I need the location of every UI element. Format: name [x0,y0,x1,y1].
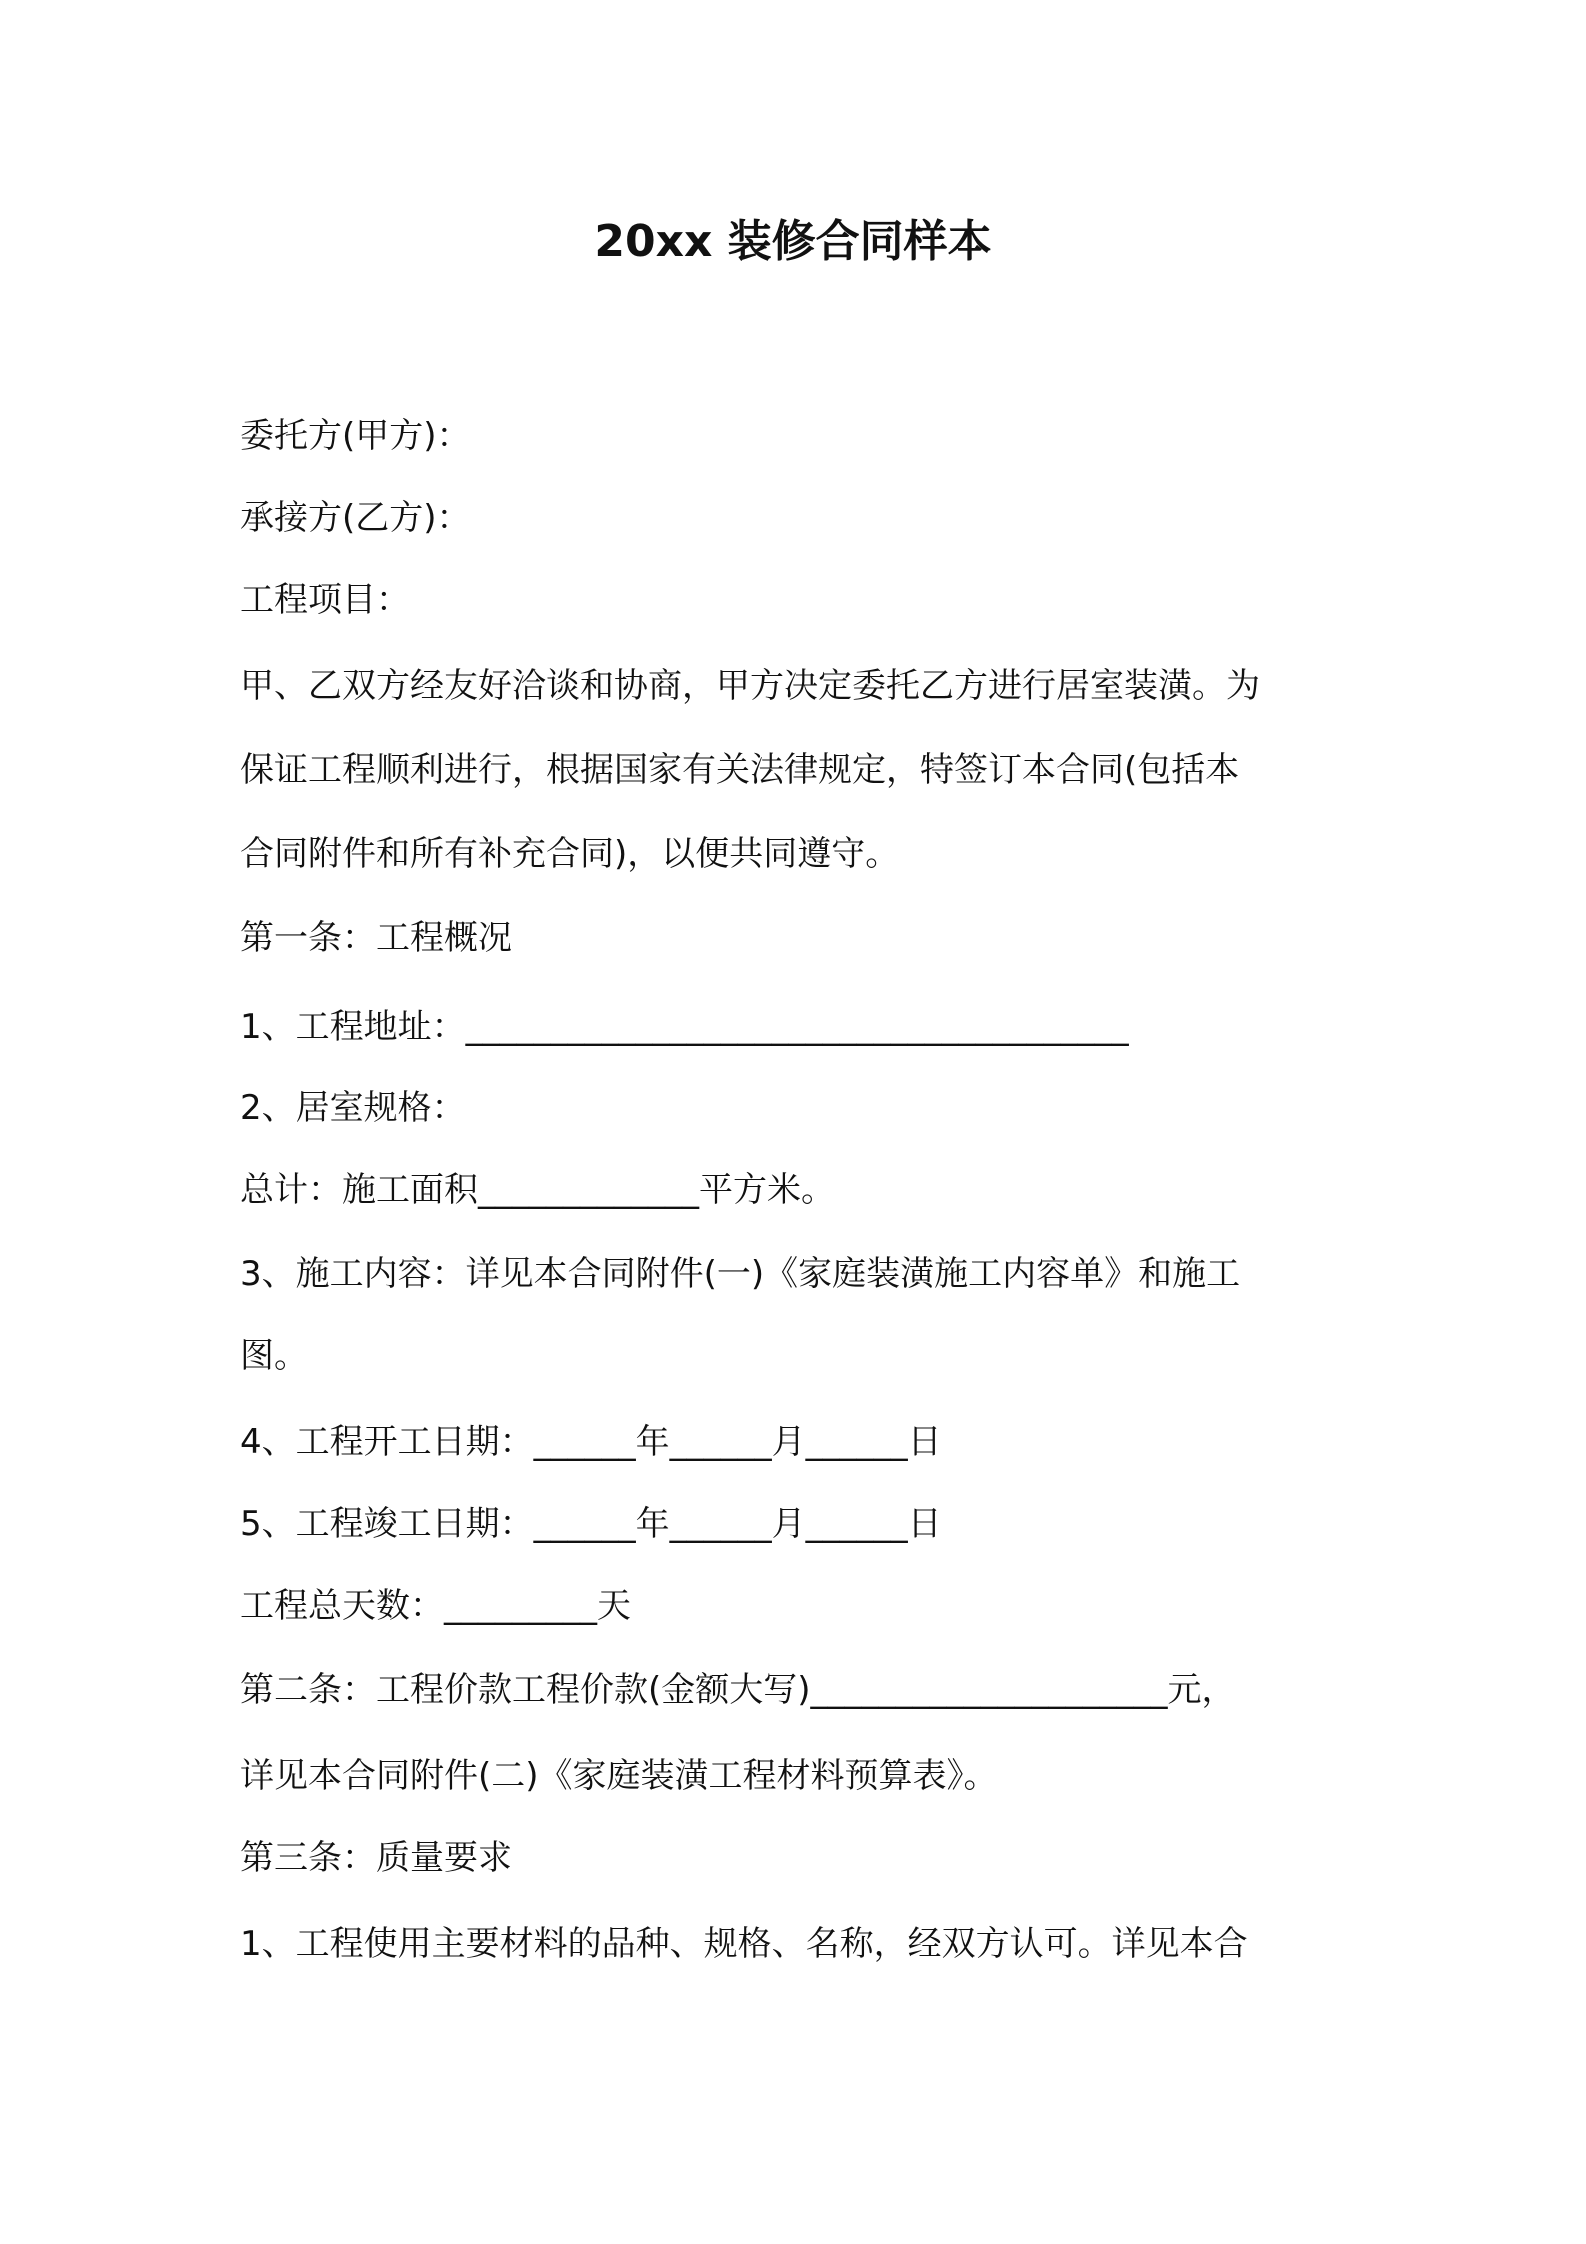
room-spec-line: 2、居室规格： [240,1088,466,1128]
completion-date-line: 5、工程竣工日期：______年______月______日 [240,1504,942,1544]
party-a-line: 委托方(甲方)： [240,416,471,456]
start-date-line: 4、工程开工日期：______年______月______日 [240,1422,942,1462]
construction-content-line-1: 3、施工内容：详见本合同附件(一)《家庭装潢施工内容单》和施工 [240,1254,1241,1294]
total-days-line: 工程总天数：_________天 [240,1586,631,1626]
article-2-line-1: 第二条：工程价款工程价款(金额大写)_____________________元， [240,1670,1236,1710]
article-3-heading: 第三条：质量要求 [240,1838,512,1878]
total-area-line: 总计：施工面积_____________平方米。 [240,1170,835,1210]
construction-content-line-2: 图。 [240,1336,308,1376]
article-2-line-2: 详见本合同附件(二)《家庭装潢工程材料预算表》。 [240,1756,998,1796]
document-title: 20xx 装修合同样本 [594,216,992,267]
article-1-heading: 第一条：工程概况 [240,918,512,958]
party-b-line: 承接方(乙方)： [240,498,471,538]
preamble-line-3: 合同附件和所有补充合同)，以便共同遵守。 [240,834,900,874]
preamble-line-1: 甲、乙双方经友好洽谈和协商，甲方决定委托乙方进行居室装潢。为 [240,666,1260,706]
project-address-line: 1、工程地址：_______________________________________ [240,1007,1129,1047]
preamble-line-2: 保证工程顺利进行，根据国家有关法律规定，特签订本合同(包括本 [240,750,1240,790]
quality-requirement-line-1: 1、工程使用主要材料的品种、规格、名称，经双方认可。详见本合 [240,1924,1248,1964]
project-line: 工程项目： [240,580,410,620]
